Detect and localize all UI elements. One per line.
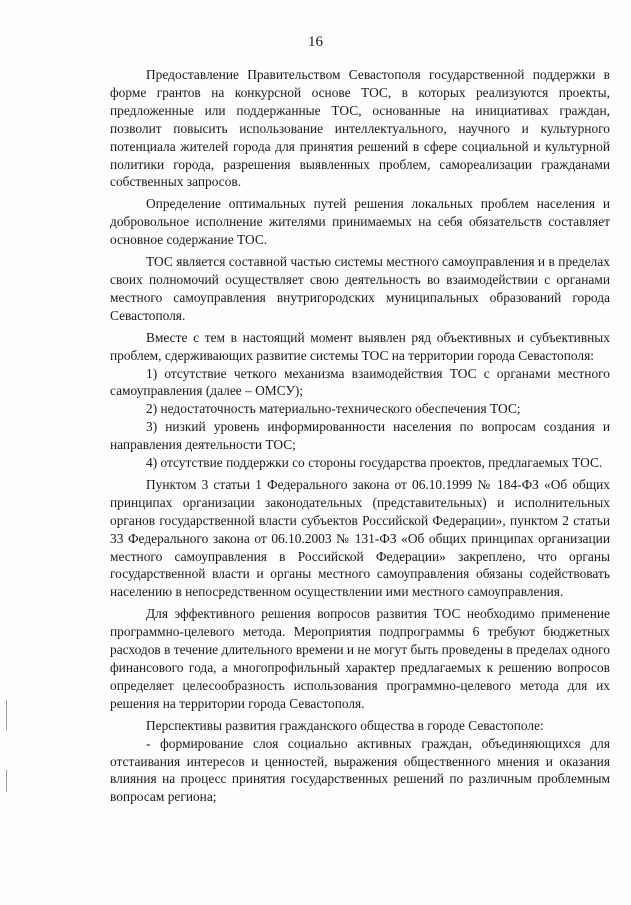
- list-item-problem-3: 3) низкий уровень информированности населения по вопросам создания и направления деятельности ТОС;: [110, 419, 610, 453]
- page-number: 16: [308, 34, 323, 50]
- paragraph-state-support: Предоставление Правительством Севастополя государственной поддержки в форме грантов на конкурсной основе ТОС, в которых реализуются проекты, предложенные или поддержанные ТОС, основанные на инициативах граждан, позволит повысить использование интеллектуального, научного и культурного потенциала жителей города для принятия решений в сфере социальной и культурной политики города, разрешения выявленных проблем, самореализации гражданами собственных запросов.: [110, 67, 610, 190]
- list-item-problem-1: 1) отсутствие четкого механизма взаимодействия ТОС с органами местного самоуправления (далее – ОМСУ);: [110, 365, 610, 399]
- paragraph-program-method: Для эффективного решения вопросов развития ТОС необходимо применение программно-целевого метода. Мероприятия подпрограммы 6 требуют бюджетных расходов в течение длительного времени и не могут быть проведены в пределах одного финансового года, а многопрофильный характер предлагаемых к решению вопросов определяет целесообразность использования программно-целевого метода для их решения на территории города Севастополя.: [110, 606, 610, 711]
- paragraph-optimal-ways: Определение оптимальных путей решения локальных проблем населения и добровольное исполнение жителями принимаемых на себя обязательств составляет основное содержание ТОС.: [110, 196, 610, 248]
- scan-margin-mark: [6, 770, 7, 792]
- list-item-perspective-1: - формирование слоя социально активных граждан, объединяющихся для отстаивания интересов и ценностей, выражения общественного мнения и оказания влияния на процесс принятия государственных решений по различным проблемным вопросам региона;: [110, 735, 610, 805]
- paragraph-federal-law: Пунктом 3 статьи 1 Федерального закона от 06.10.1999 № 184-ФЗ «Об общих принципах организации законодательных (представительных) и исполнительных органов государственной власти субъектов Российской Федерации», пунктом 2 статьи 33 Федерального закона от 06.10.2003 № 131-ФЗ «Об общих принципах организации местного самоуправления в Российской Федерации» закреплено, что органы государственной власти и органы местного самоуправления обязаны содействовать населению в непосредственном осуществлении ими местного самоуправления.: [110, 476, 610, 600]
- scan-margin-mark: [6, 700, 7, 730]
- paragraph-tos-part-of-system: ТОС является составной частью системы местного самоуправления и в пределах своих полномочий осуществляет свою деятельность во взаимодействии с органами местного самоуправления внутригородских муниципальных образований города Севастополя.: [110, 254, 610, 323]
- list-item-problem-4: 4) отсутствие поддержки со стороны государства проектов, предлагаемых ТОС.: [146, 455, 603, 471]
- document-body: [110, 66, 610, 806]
- paragraph-problems-intro: Вместе с тем в настоящий момент выявлен ряд объективных и субъективных проблем, сдерживающих развитие системы ТОС на территории города Севастополя:: [110, 329, 610, 363]
- list-item-problem-2: 2) недостаточность материально-технического обеспечения ТОС;: [146, 401, 521, 417]
- paragraph-perspectives-heading: Перспективы развития гражданского общества в городе Севастополе:: [146, 717, 544, 733]
